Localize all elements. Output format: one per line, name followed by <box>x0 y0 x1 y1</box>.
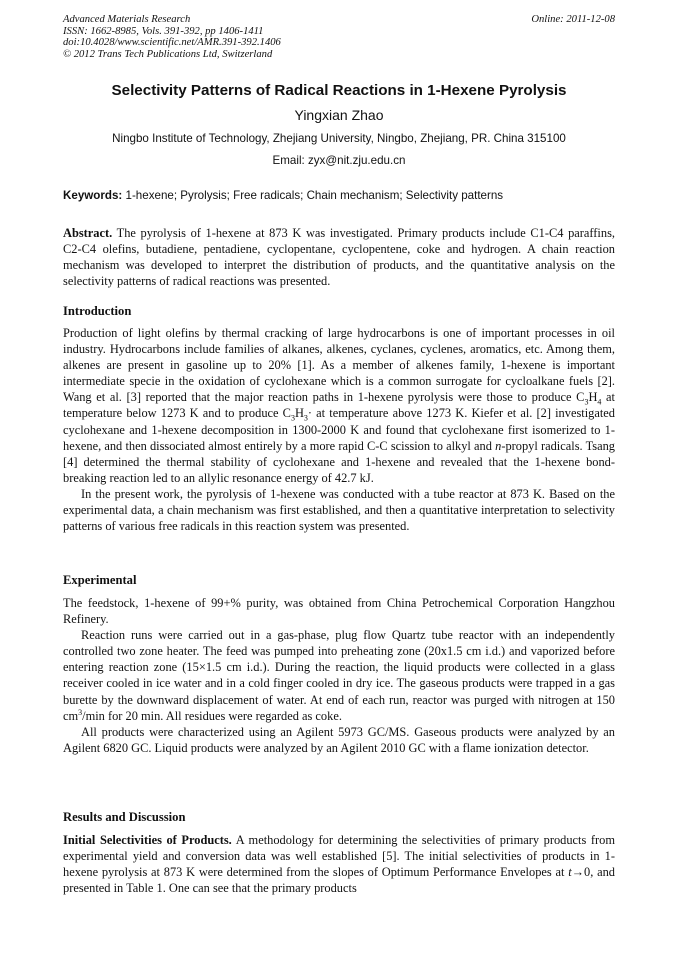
paper-title: Selectivity Patterns of Radical Reactions in 1-Hexene Pyrolysis <box>111 82 567 99</box>
keywords-text: 1-hexene; Pyrolysis; Free radicals; Chain mechanism; Selectivity patterns <box>122 189 504 202</box>
results-lead: Initial Selectivities of Products. <box>63 833 232 847</box>
author-affiliation: Ningbo Institute of Technology, Zhejiang University, Ningbo, Zhejiang, PR. China 315100 <box>112 132 566 145</box>
introduction-body <box>63 325 615 534</box>
keywords <box>63 188 615 203</box>
journal-name: Advanced Materials Research <box>63 14 191 25</box>
copyright-line: © 2012 Trans Tech Publications Ltd, Switzerland <box>63 48 273 60</box>
doi-line: doi:10.4028/www.scientific.net/AMR.391-392.1406 <box>63 37 281 48</box>
online-date: Online: 2011-12-08 <box>531 14 615 25</box>
author-email: Email: zyx@nit.zju.edu.cn <box>272 154 406 167</box>
introduction-paragraph-2: In the present work, the pyrolysis of 1-hexene was conducted with a tube reactor at 873 K. Based on the experimental data, a chain mechanism was first established, and then a quantitative interpretation to selectivity patterns of various free radicals in this reaction system was presented. <box>63 486 615 534</box>
abstract <box>63 225 615 289</box>
experimental-paragraph-3: All products were characterized using an Agilent 5973 GC/MS. Gaseous products were analyzed by an Agilent 6820 GC. Liquid products were analyzed by an Agilent 2010 GC with a flame ionization detector. <box>63 724 615 755</box>
results-body <box>63 832 615 896</box>
experimental-heading: Experimental <box>63 573 137 587</box>
abstract-text: The pyrolysis of 1-hexene at 873 K was investigated. Primary products include C1-C4 paraffins, C2-C4 olefins, butadiene, pentadiene, cyclopentane, cyclopentene, coke and hydrogen. A chain reaction mechanism was developed to interpret the distribution of products, and the quantitative analysis on the selectivity patterns of radical reactions was presented. <box>63 226 615 289</box>
experimental-paragraph-1: The feedstock, 1-hexene of 99+% purity, was obtained from China Petrochemical Corporation Hangzhou Refinery. <box>63 596 615 627</box>
introduction-heading: Introduction <box>63 304 132 318</box>
issn-line: ISSN: 1662-8985, Vols. 391-392, pp 1406-1411 <box>63 25 264 37</box>
experimental-paragraph-2: Reaction runs were carried out in a gas-phase, plug flow Quartz tube reactor with an independently controlled two zone heater. The feed was pumped into preheating zone (20x1.5 cm i.d.) and vaporized before entering reaction zone (15×1.5 cm i.d.). During the reaction, the liquid products were collected in a glass receiver cooled in ice water and in a cold finger cooled in dry ice. The gaseous products were trapped in a gas burette by the downward displacement of water. At end of each run, reactor was purged with nitrogen at 150 $cm^3/\min$ for 20 min. All residues were regarded as coke. <box>63 628 615 723</box>
keywords-label: Keywords: <box>63 189 123 202</box>
results-heading: Results and Discussion <box>63 810 186 824</box>
introduction-paragraph-1: Production of light olefins by thermal cracking of large hydrocarbons is one of important processes in oil industry. Hydrocarbons include families of alkanes, alkenes, cyclanes, cyclenes, aromatics, etc. Among them, alkenes are present in gasoline up to 20% [1]. As a member of alkenes family, 1-hexene is important intermediate specie in the oxidation of cyclohexane which is a common surrogate for cycloalkane fuels [2]. Wang et al. [3] reported that the major reaction paths in 1-hexene pyrolysis were those to produce $C_3H_4$ at temperature below 1273 K and to produce $C_3H_3\cdot$ at temperature above 1273 K. Kiefer et al. [2] investigated cyclohexane and 1-hexene decomposition in 1300-2000 K and found that cyclohexane first isomerized to 1-hexene, and then dissociated almost entirely by a more rapid C-C scission to alkyl and n-propyl radicals. Tsang [4] determined the thermal stability of cyclohexane and 1-hexene and revealed that the 1-hexene bond-breaking reaction led to an allylic resonance energy of 42.7 kJ. <box>63 326 615 485</box>
journal-header <box>63 14 615 60</box>
abstract-label: Abstract. <box>63 226 113 240</box>
results-paragraph-1: Initial Selectivities of Products. A methodology for determining the selectivities of primary products from experimental yield and conversion data was well established [5]. The initial selectivities of products in 1-hexene pyrolysis at 873 K were determined from the slopes of Optimum Performance Envelopes at t→0, and presented in Table 1. One can see that the primary products <box>63 833 615 896</box>
author-name: Yingxian Zhao <box>294 107 384 123</box>
experimental-body <box>63 595 615 756</box>
